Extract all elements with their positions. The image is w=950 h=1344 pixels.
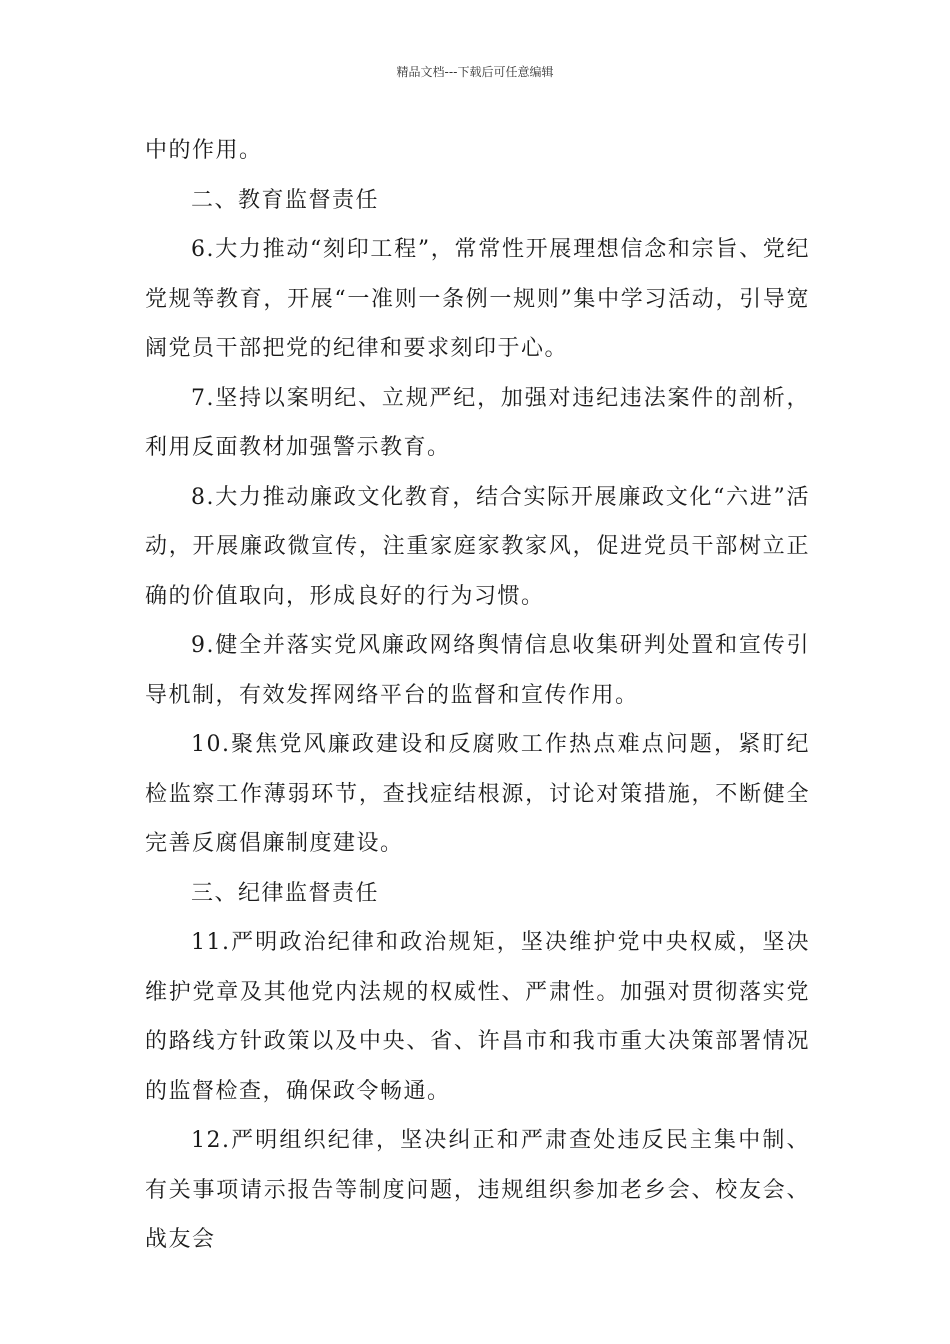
paragraph-item-8: 8.大力推动廉政文化教育，结合实际开展廉政文化“六进”活动，开展廉政微宣传，注重家庭家教家风，促进党员干部树立正确的价值取向，形成良好的行为习惯。 <box>145 484 810 609</box>
paragraph-item-10: 10.聚焦党风廉政建设和反腐败工作热点难点问题，紧盯纪检监察工作薄弱环节，查找症结根源，讨论对策措施，不断健全完善反腐倡廉制度建设。 <box>145 732 810 856</box>
paragraph-item-7: 7.坚持以案明纪、立规严纪，加强对违纪违法案件的剖析，利用反面教材加强警示教育。 <box>145 385 810 460</box>
paragraph-continuation: 中的作用。 <box>145 138 263 163</box>
document-body <box>145 126 810 1265</box>
section-heading-discipline-supervision: 三、纪律监督责任 <box>191 880 380 906</box>
paragraph-item-12: 12.严明组织纪律，坚决纠正和严肃查处违反民主集中制、有关事项请示报告等制度问题，违规组织参加老乡会、校友会、战友会 <box>145 1128 810 1252</box>
section-heading-education-supervision: 二、教育监督责任 <box>191 187 380 213</box>
paragraph-item-11: 11.严明政治纪律和政治规矩，坚决维护党中央权威，坚决维护党章及其他党内法规的权威性、严肃性。加强对贯彻落实党的路线方针政策以及中央、省、许昌市和我市重大决策部署情况的监督检查，确保政令畅通。 <box>145 930 810 1104</box>
page-header: 精品文档---下载后可任意编辑 <box>396 65 554 79</box>
paragraph-item-6: 6.大力推动“刻印工程”，常常性开展理想信念和宗旨、党纪党规等教育，开展“一准则一条例一规则”集中学习活动，引导宽阔党员干部把党的纪律和要求刻印于心。 <box>145 237 810 361</box>
paragraph-item-9: 9.健全并落实党风廉政网络舆情信息收集研判处置和宣传引导机制，有效发挥网络平台的监督和宣传作用。 <box>145 633 810 708</box>
